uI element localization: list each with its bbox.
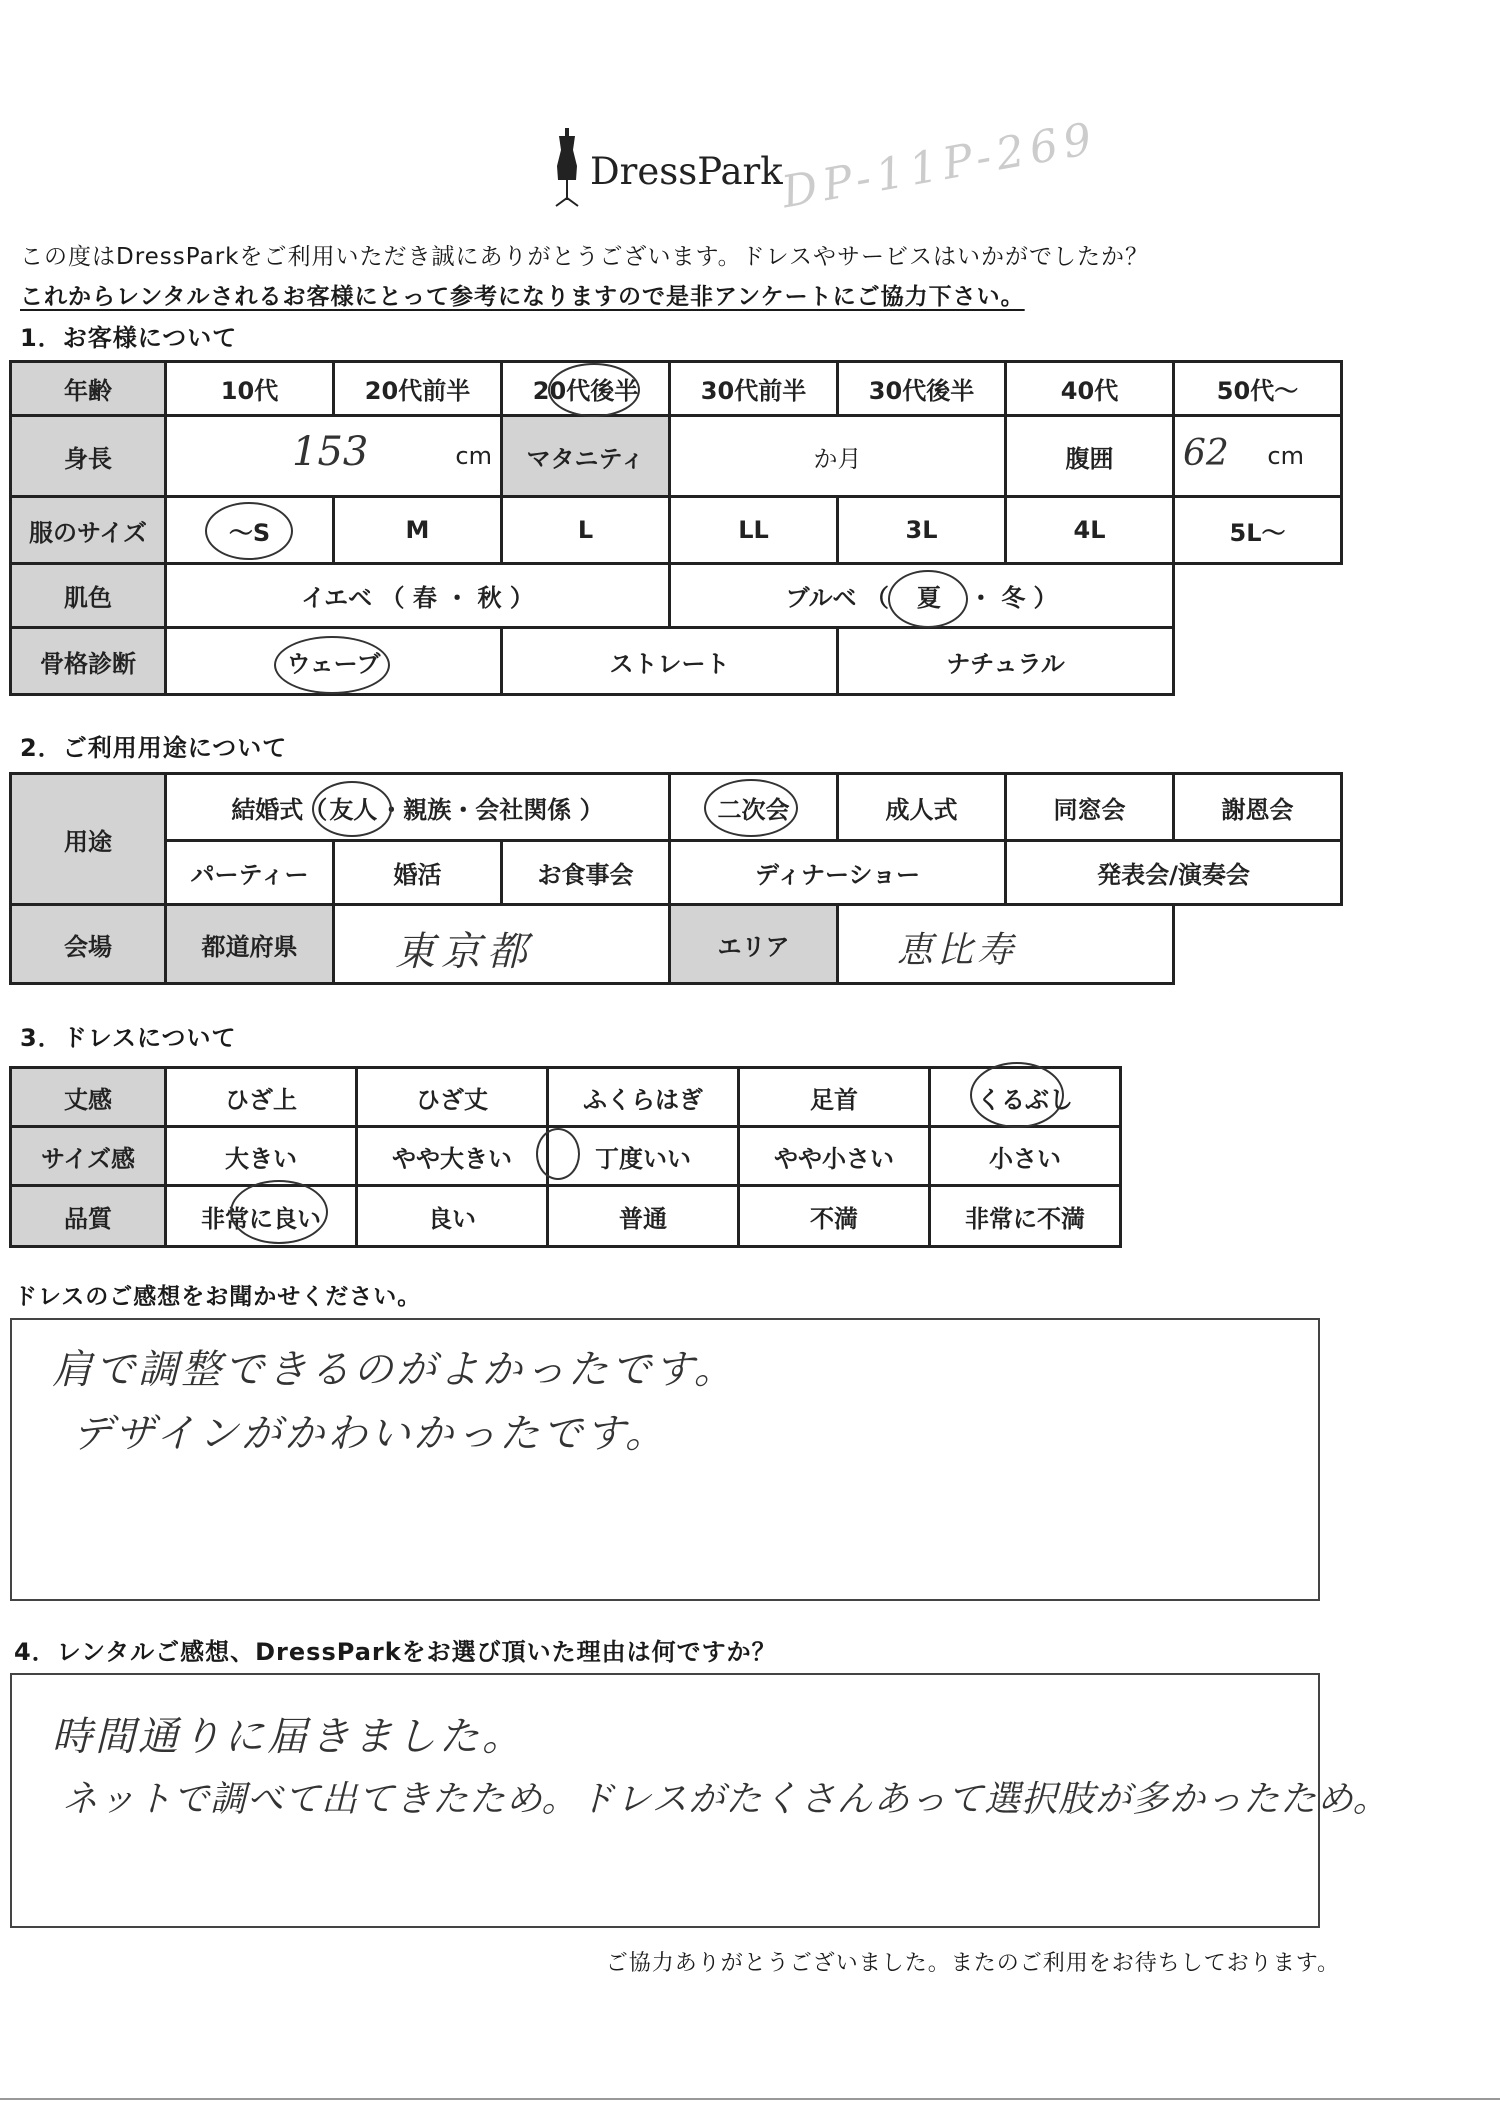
quality-label: 品質	[9, 1184, 167, 1248]
age-option-selected[interactable]: 20代後半	[500, 360, 671, 417]
prefecture-field[interactable]	[332, 903, 671, 985]
reason-textarea[interactable]	[10, 1673, 1390, 1928]
maternity-label: マタニティ	[500, 414, 671, 498]
frame-option-selected[interactable]: ウェーブ	[164, 626, 503, 696]
size-feel-option[interactable]: 小さい	[928, 1125, 1122, 1187]
size-feel-option-selected[interactable]: 丁度いい	[546, 1125, 740, 1187]
purpose-option[interactable]: 同窓会	[1004, 772, 1175, 842]
area-label: エリア	[668, 903, 839, 985]
intro-text: この度はDressParkをご利用いただき誠にありがとうございます。ドレスやサービスはいかがでしたか？	[20, 244, 1149, 270]
quality-option[interactable]: 普通	[546, 1184, 740, 1248]
section-2-title: 2．ご利用用途について	[20, 734, 288, 762]
length-option[interactable]: 足首	[737, 1066, 931, 1128]
size-feel-option[interactable]: やや大きい	[355, 1125, 549, 1187]
size-feel-label: サイズ感	[9, 1125, 167, 1187]
section-3-title: 3．ドレスについて	[20, 1024, 237, 1052]
brand-name: DressPark	[590, 150, 783, 193]
impressions-line: 肩で調整できるのがよかったです。	[52, 1347, 737, 1393]
frame-label: 骨格診断	[9, 626, 167, 696]
length-label: 丈感	[9, 1066, 167, 1128]
waist-unit: cm	[1267, 442, 1304, 470]
length-option-selected[interactable]: くるぶし	[928, 1066, 1122, 1128]
length-option[interactable]: ふくらはぎ	[546, 1066, 740, 1128]
wedding-suffix: ・親族・会社関係 ）	[379, 795, 604, 824]
area-value: 恵比寿	[897, 930, 1018, 971]
area-field[interactable]	[836, 903, 1175, 985]
age-option[interactable]: 30代後半	[836, 360, 1007, 417]
age-label: 年齢	[9, 360, 167, 417]
purpose-label: 用途	[9, 772, 167, 906]
frame-option[interactable]: ストレート	[500, 626, 839, 696]
wedding-friend[interactable]: 友人	[329, 795, 378, 824]
skin-blue-option[interactable]	[668, 562, 1175, 629]
prefecture-label: 都道府県	[164, 903, 335, 985]
size-feel-option[interactable]: やや小さい	[737, 1125, 931, 1187]
waist-label: 腹囲	[1004, 414, 1175, 498]
age-option[interactable]: 40代	[1004, 360, 1175, 417]
length-option[interactable]: ひざ上	[164, 1066, 358, 1128]
size-option[interactable]: 4L	[1004, 495, 1175, 565]
size-label: 服のサイズ	[9, 495, 167, 565]
footer-thanks: ご協力ありがとうございました。またのご利用をお待ちしております。	[605, 1951, 1340, 1976]
size-option[interactable]: L	[500, 495, 671, 565]
frame-option[interactable]: ナチュラル	[836, 626, 1175, 696]
waist-value: 62	[1183, 433, 1229, 474]
impressions-textarea[interactable]	[10, 1318, 1320, 1601]
skin-yellow-option[interactable]: イエベ （ 春 ・ 秋 ）	[164, 562, 671, 629]
reason-line: 時間通りに届きました。	[52, 1714, 525, 1760]
skin-blue-prefix: ブルベ （	[785, 584, 889, 612]
intro-request: これからレンタルされるお客様にとって参考になりますので是非アンケートにご協力下さい。	[20, 284, 1025, 310]
height-unit: cm	[455, 442, 492, 470]
purpose-option[interactable]: 謝恩会	[1172, 772, 1343, 842]
size-option[interactable]: 5L〜	[1172, 495, 1343, 565]
prefecture-value: 東京都	[395, 929, 533, 975]
quality-option[interactable]: 非常に不満	[928, 1184, 1122, 1248]
venue-label: 会場	[9, 903, 167, 985]
skin-blue-suffix: ・ 冬 ）	[968, 584, 1058, 612]
wedding-prefix: 結婚式（	[231, 795, 328, 824]
waist-field[interactable]	[1172, 414, 1343, 498]
wedding-option[interactable]	[164, 772, 671, 842]
reference-stamp: DP-11P-269	[777, 112, 1102, 219]
quality-option-selected[interactable]: 非常に良い	[164, 1184, 358, 1248]
height-field[interactable]	[164, 414, 503, 498]
purpose-option[interactable]: ディナーショー	[668, 839, 1007, 906]
age-option[interactable]: 50代〜	[1172, 360, 1343, 417]
height-label: 身長	[9, 414, 167, 498]
maternity-unit: か月	[813, 444, 862, 473]
size-option[interactable]: 3L	[836, 495, 1007, 565]
reason-line: ネットで調べて出てきたため。ドレスがたくさんあって選択肢が多かったため。	[62, 1779, 1390, 1820]
age-option[interactable]: 10代	[164, 360, 335, 417]
impressions-prompt: ドレスのご感想をお聞かせください。	[14, 1284, 422, 1310]
size-feel-option[interactable]: 大きい	[164, 1125, 358, 1187]
dress-form-icon	[550, 128, 584, 208]
impressions-line: デザインがかわいかったです。	[72, 1411, 668, 1457]
size-option[interactable]: LL	[668, 495, 839, 565]
purpose-option[interactable]: 発表会/演奏会	[1004, 839, 1343, 906]
length-option[interactable]: ひざ丈	[355, 1066, 549, 1128]
purpose-option[interactable]: お食事会	[500, 839, 671, 906]
age-option[interactable]: 20代前半	[332, 360, 503, 417]
purpose-option[interactable]: 婚活	[332, 839, 503, 906]
quality-option[interactable]: 良い	[355, 1184, 549, 1248]
quality-option[interactable]: 不満	[737, 1184, 931, 1248]
section-1-title: 1．お客様について	[20, 324, 238, 352]
section-4-title: 4．レンタルご感想、DressParkをお選び頂いた理由は何ですか？	[14, 1638, 777, 1666]
size-option[interactable]: M	[332, 495, 503, 565]
purpose-option-selected[interactable]: 二次会	[668, 772, 839, 842]
purpose-option[interactable]: 成人式	[836, 772, 1007, 842]
skin-blue-summer[interactable]: 夏	[916, 584, 941, 612]
skin-label: 肌色	[9, 562, 167, 629]
size-option-selected[interactable]: 〜S	[164, 495, 335, 565]
scan-edge-line	[0, 2098, 1500, 2100]
age-option[interactable]: 30代前半	[668, 360, 839, 417]
maternity-field[interactable]	[668, 414, 1007, 498]
purpose-option[interactable]: パーティー	[164, 839, 335, 906]
height-value: 153	[292, 429, 369, 475]
